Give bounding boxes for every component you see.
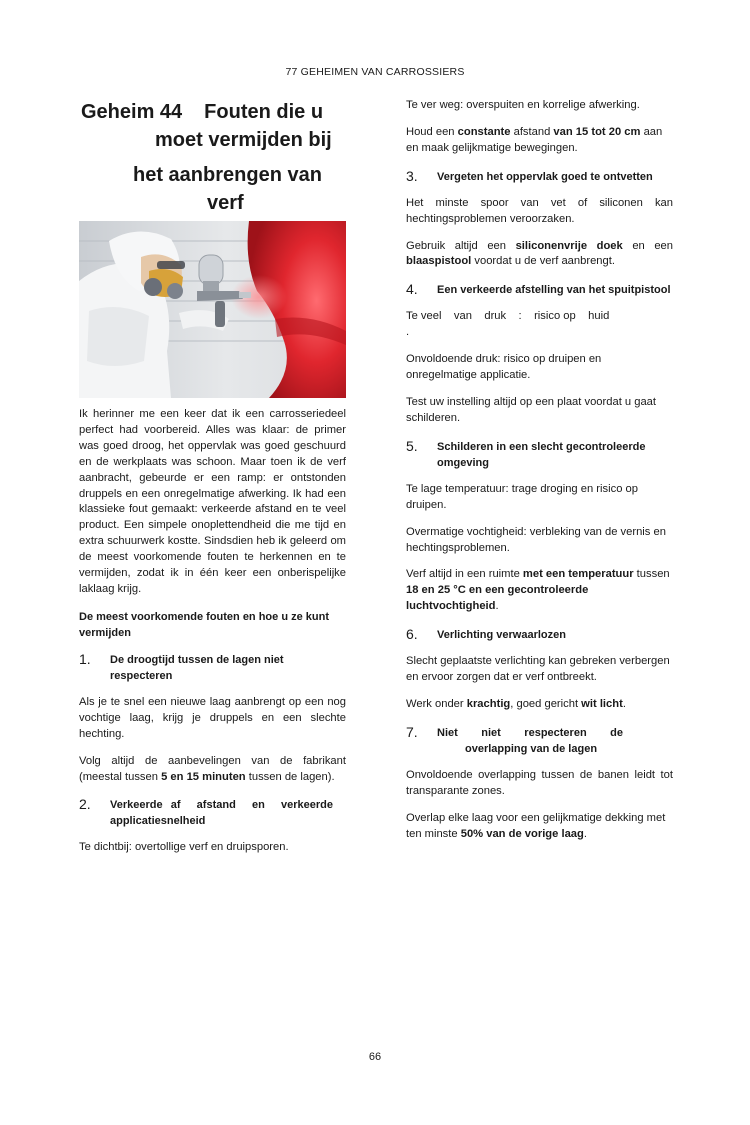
chapter-number: Geheim 44 xyxy=(81,101,183,123)
item-6-number: 6. xyxy=(406,626,418,643)
item-6-paragraph-1: Slecht geplaatste verlichting kan gebreken verbergen en ervoor zorgen dat er verf ontbreekt. xyxy=(406,655,670,684)
intro-paragraph: Ik herinner me een keer dat ik een carrosseriedeel perfect had voorbereid. Alles was klaar: de primer was goed droog, het oppervlak was goed geschuurd en de werkplaats was schoon. Maar toen ik de verf aanbracht, gebeurde er een ramp: er ontstonden druppels en een onregelmatige afwerking. Ik had een klassieke fout gemaakt: verkeerde afstand en te veel product. Een simpele onoplettendheid die me tijd en extra schuurwerk kostte. Sindsdien heb ik geleerd om de meest voorkomende fouten te herkennen en te vermijden, zodat ik in één keer een onberispelijke laklaag krijg. xyxy=(79,408,346,595)
item-5-title: Schilderen in een slecht gecontroleerde omgeving xyxy=(437,440,646,469)
item-2-number: 2. xyxy=(79,796,91,813)
item-1-paragraph-1: Als je te snel een nieuwe laag aanbrengt op een nog vochtige laag, krijg je druppels en een slechte hechting. xyxy=(79,695,346,740)
spray-painter-illustration xyxy=(79,221,346,398)
item-6-heading xyxy=(406,626,673,643)
item-4-paragraph-2: Onvoldoende druk: risico op druipen en onregelmatige applicatie. xyxy=(406,353,602,382)
item-4-number: 4. xyxy=(406,281,418,298)
title-line-2: moet vermijden bij xyxy=(155,129,332,151)
item-1-heading xyxy=(79,651,346,684)
item-3-paragraph-2: Gebruik altijd een siliconenvrije doek en een blaaspistool voordat u de verf aanbrengt. xyxy=(406,239,673,268)
item-3-title: Vergeten het oppervlak goed te ontvetten xyxy=(437,170,653,183)
item-5-number: 5. xyxy=(406,437,418,454)
item-5-paragraph-3: Verf altijd in een ruimte met een temperatuur tussen 18 en 25 °C en een gecontroleerde luchtvochtigheid. xyxy=(406,568,670,613)
item-1-number: 1. xyxy=(79,650,91,667)
chapter-title xyxy=(79,98,346,217)
item-1-paragraph-2: Volg altijd de aanbevelingen van de fabrikant (meestal tussen 5 en 15 minuten tussen de lagen). xyxy=(79,754,346,783)
item-3-heading xyxy=(406,168,673,185)
item-1-title: De droogtijd tussen de lagen niet respecteren xyxy=(110,653,284,682)
item-7-number: 7. xyxy=(406,723,418,740)
running-head: 77 GEHEIMEN VAN CARROSSIERS xyxy=(285,66,465,78)
page-number: 66 xyxy=(368,1051,382,1063)
title-line-3: het aanbrengen van xyxy=(133,164,322,186)
item-7-title: Niet niet respecteren de overlapping van de lagen xyxy=(437,726,623,755)
item-5-paragraph-1: Te lage temperatuur: trage droging en risico op druipen. xyxy=(406,482,638,511)
section-subheading: De meest voorkomende fouten en hoe u ze kunt vermijden xyxy=(79,610,329,639)
item-2-paragraph-1: Te dichtbij: overtollige verf en druipsporen. xyxy=(79,841,289,854)
item-5-heading xyxy=(406,438,673,471)
item-6-paragraph-2: Werk onder krachtig, goed gericht wit licht. xyxy=(406,697,626,710)
item-7-paragraph-1: Onvoldoende overlapping tussen de banen leidt tot transparante zones. xyxy=(406,768,673,797)
item-7-heading xyxy=(406,724,673,757)
item-5-paragraph-2: Overmatige vochtigheid: verbleking van de vernis en hechtingsproblemen. xyxy=(406,525,666,554)
item-4-paragraph-3: Test uw instelling altijd op een plaat voordat u gaat schilderen. xyxy=(406,395,657,424)
spray-painter-photo xyxy=(79,221,346,398)
item-2-paragraph-3: Houd een constante afstand van 15 tot 20 cm aan en maak gelijkmatige bewegingen. xyxy=(406,125,663,154)
left-column xyxy=(79,407,346,867)
title-line-4: verf xyxy=(207,192,244,214)
item-2-paragraph-2: Te ver weg: overspuiten en korrelige afwerking. xyxy=(406,99,640,111)
item-4-title: Een verkeerde afstelling van het spuitpistool xyxy=(437,284,671,297)
item-2-heading xyxy=(79,796,346,829)
item-7-paragraph-2: Overlap elke laag voor een gelijkmatige dekking met ten minste 50% van de vorige laag. xyxy=(406,811,666,840)
item-4-heading xyxy=(406,281,673,298)
item-3-paragraph-1: Het minste spoor van vet of siliconen kan hechtingsproblemen veroorzaken. xyxy=(406,196,673,225)
item-2-title: Verkeerde af afstand en verkeerde applicatiesnelheid xyxy=(110,799,333,828)
item-3-number: 3. xyxy=(406,167,418,184)
title-line-1: Fouten die u xyxy=(204,101,324,123)
right-column xyxy=(406,98,673,853)
item-6-title: Verlichting verwaarlozen xyxy=(437,629,566,642)
item-4-paragraph-1: Te veel van druk : risico op huid . xyxy=(406,310,610,339)
